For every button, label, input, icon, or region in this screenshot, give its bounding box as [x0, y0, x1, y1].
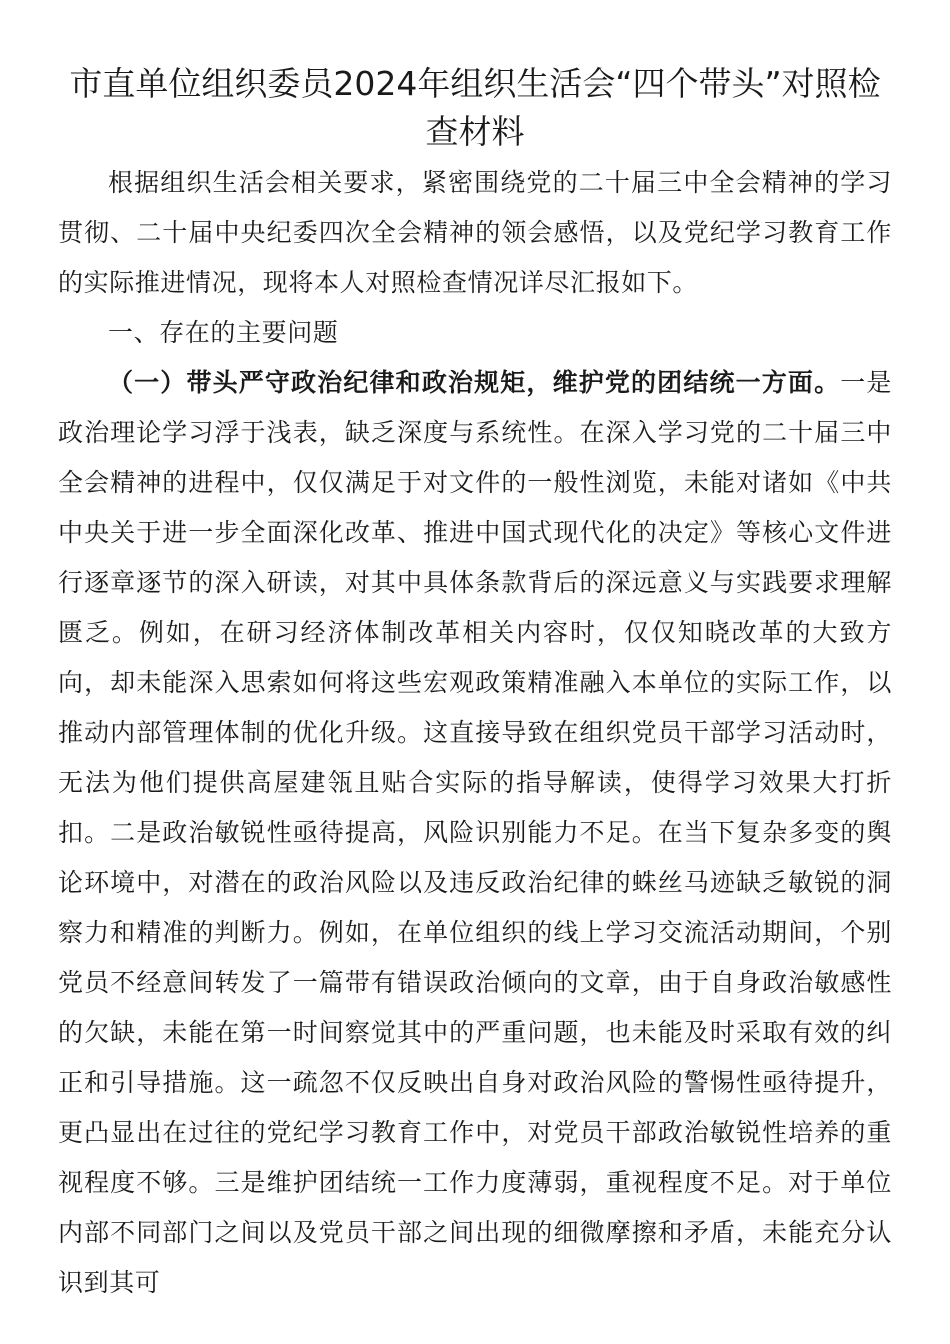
subsection-heading: （一）带头严守政治纪律和政治规矩，维护党的团结统一方面。 — [108, 368, 841, 397]
document-page — [58, 60, 892, 1308]
subsection-paragraph — [58, 358, 892, 1308]
document-title: 市直单位组织委员2024年组织生活会“四个带头”对照检查材料 — [69, 64, 881, 151]
subsection-body: 一是政治理论学习浮于浅表，缺乏深度与系统性。在深入学习党的二十届三中全会精神的进程中，仅仅满足于对文件的一般性浏览，未能对诸如《中共中央关于进一步全面深化改革、推进中国式现代化的决定》等核心文件进行逐章逐节的深入研读，对其中具体条款背后的深远意义与实践要求理解匮乏。例如，在研习经济体制改革相关内容时，仅仅知晓改革的大致方向，却未能深入思索如何将这些宏观政策精准融入本单位的实际工作，以推动内部管理体制的优化升级。这直接导致在组织党员干部学习活动时，无法为他们提供高屋建瓴且贴合实际的指导解读，使得学习效果大打折扣。二是政治敏锐性亟待提高，风险识别能力不足。在当下复杂多变的舆论环境中，对潜在的政治风险以及违反政治纪律的蛛丝马迹缺乏敏锐的洞察力和精准的判断力。例如，在单位组织的线上学习交流活动期间，个别党员不经意间转发了一篇带有错误政治倾向的文章，由于自身政治敏感性的欠缺，未能在第一时间察觉其中的严重问题，也未能及时采取有效的纠正和引导措施。这一疏忽不仅反映出自身对政治风险的警惕性亟待提升，更凸显出在过往的党纪学习教育工作中，对党员干部政治敏锐性培养的重视程度不够。三是维护团结统一工作力度薄弱，重视程度不足。对于单位内部不同部门之间以及党员干部之间出现的细微摩擦和矛盾，未能充分认识到其可 — [58, 368, 893, 1297]
section-heading: 一、存在的主要问题 — [108, 318, 339, 347]
intro-paragraph: 根据组织生活会相关要求，紧密围绕党的二十届三中全会精神的学习贯彻、二十届中央纪委四次全会精神的领会感悟，以及党纪学习教育工作的实际推进情况，现将本人对照检查情况详尽汇报如下。 — [58, 168, 892, 297]
